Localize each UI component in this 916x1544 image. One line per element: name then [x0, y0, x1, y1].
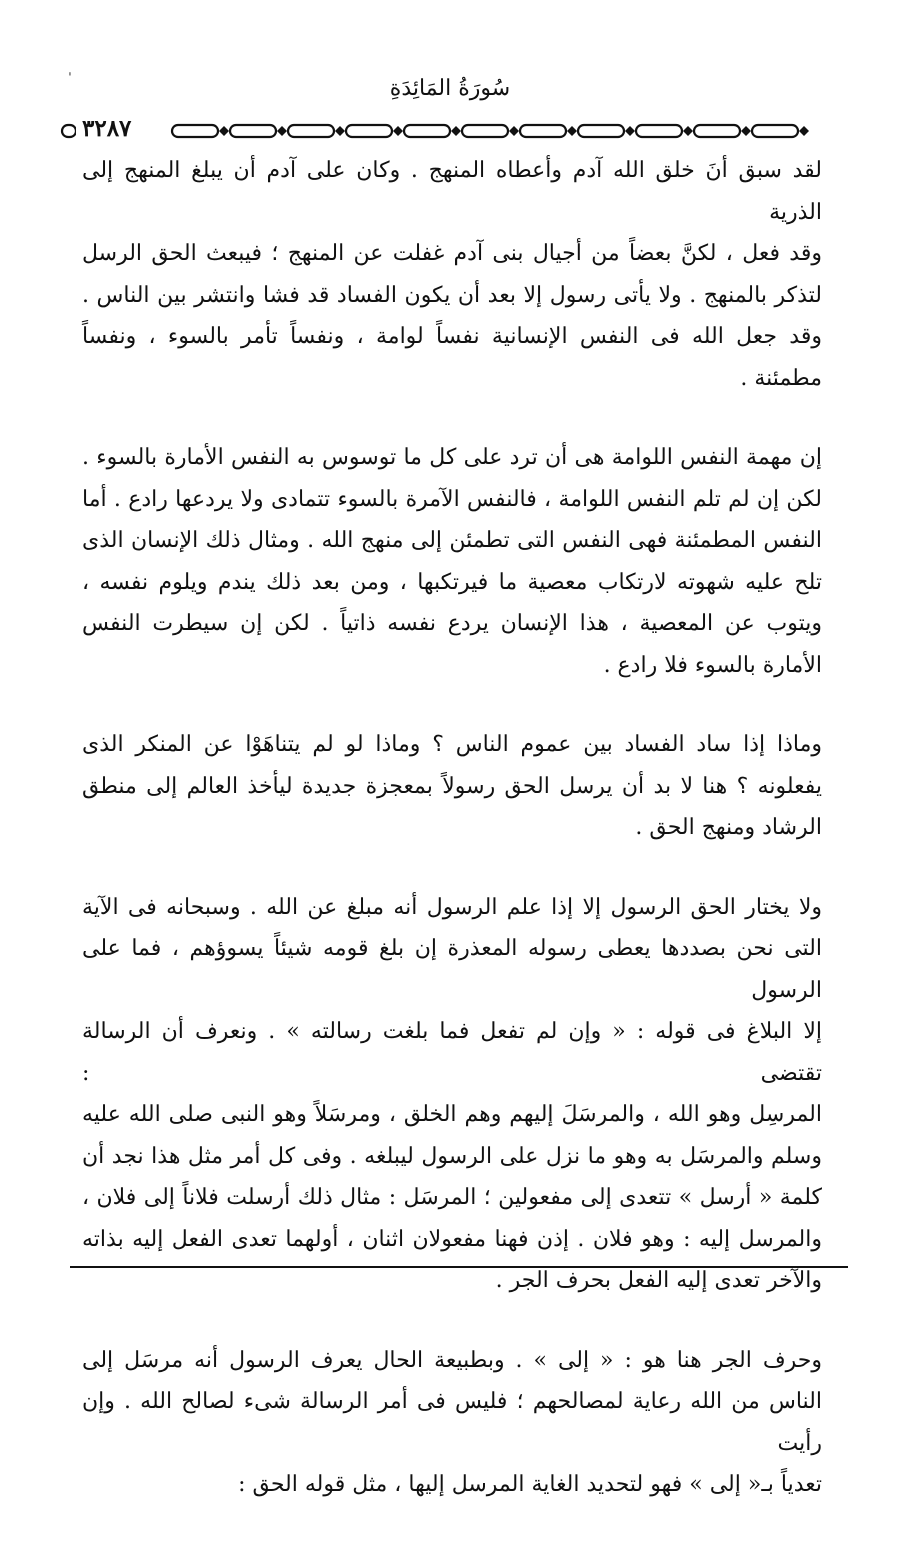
- text-line: إن مهمة النفس اللوامة هى أن ترد على كل ما توسوس به النفس الأمارة بالسوء .: [82, 445, 822, 470]
- text-line: لقد سبق أنَ خلق الله آدم وأعطاه المنهج . وكان على آدم أن يبلغ المنهج إلى الذرية: [82, 158, 822, 225]
- ornament-diamond: [741, 126, 751, 136]
- paragraph-5: [82, 1340, 822, 1506]
- ornament-diamond: [567, 126, 577, 136]
- paragraph-4: [82, 887, 822, 1302]
- paragraph-1: [82, 150, 822, 399]
- text-line: تعدياً بـ« إلى » فهو لتحديد الغاية المرسل إليها ، مثل قوله الحق :: [238, 1472, 822, 1497]
- ornament-link: [636, 125, 682, 137]
- paragraph-2: [82, 437, 822, 686]
- ornament-diamond: [799, 126, 809, 136]
- text-line: لكن إن لم تلم النفس اللوامة ، فالنفس الآمرة بالسوء تتمادى ولا يردعها رادع . أما: [82, 486, 822, 512]
- text-line: كلمة « أرسل » تتعدى إلى مفعولين ؛ المرسَل : مثال ذلك أرسلت فلاناً إلى فلان ،: [82, 1185, 822, 1210]
- text-line: التى نحن بصددها يعطى رسوله المعذرة إن بلغ قومه شيئاً يسوؤهم ، فما على الرسول: [82, 936, 822, 1003]
- text-line: وقد فعل ، لكنَّ بعضاً من أجيال بنى آدم غفلت عن المنهج ؛ فيبعث الحق الرسل: [82, 241, 822, 266]
- ornament-diamond: [277, 126, 287, 136]
- ornament-diamond: [393, 126, 403, 136]
- text-line: النفس المطمئنة فهى النفس التى تطمئن إلى منهج الله . ومثال ذلك الإنسان الذى: [82, 528, 822, 553]
- text-line: الناس من الله رعاية لمصالحهم ؛ فليس فى أمر الرسالة شىء لصالح الله . وإن رأيت: [82, 1389, 822, 1456]
- text-line: ولا يختار الحق الرسول إلا إذا علم الرسول أنه مبلغ عن الله . وسبحانه فى الآية: [82, 894, 822, 920]
- ornament-link: [520, 125, 566, 137]
- ornament-diamond: [335, 126, 345, 136]
- ornament-diamond: [219, 126, 229, 136]
- ornament-link: [752, 125, 798, 137]
- ornament-diamond: [683, 126, 693, 136]
- ornament-link: [172, 125, 218, 137]
- text-line: ويتوب عن المعصية ، هذا الإنسان يردع نفسه ذاتياً . لكن إن سيطرت النفس: [82, 611, 822, 636]
- text-line: وقد جعل الله فى النفس الإنسانية نفساً لوامة ، ونفساً تأمر بالسوء ، ونفساً مطمئنة .: [82, 324, 822, 391]
- text-line: الرشاد ومنهج الحق .: [635, 815, 822, 840]
- text-line: تلح عليه شهوته لارتكاب معصية ما فيرتكبها ، ومن بعد ذلك يندم ويلوم نفسه ،: [82, 569, 822, 595]
- ornament-link: [288, 125, 334, 137]
- bottom-rule: [70, 1266, 848, 1268]
- text-line: وسلم والمرسَل به وهو ما نزل على الرسول ليبلغه . وفى كل أمر مثل هذا نجد أن: [82, 1143, 822, 1169]
- ornament-diamond: [509, 126, 519, 136]
- ornament-diamond: [625, 126, 635, 136]
- text-line: المرسِل وهو الله ، والمرسَلَ إليهم وهم الخلق ، ومرسَلاً وهو النبى صلى الله عليه: [82, 1102, 822, 1127]
- ornament-link: [230, 125, 276, 137]
- text-line: إلا البلاغ فى قوله : « وإن لم تفعل فما بلغت رسالته » . ونعرف أن الرسالة تقتضى :: [82, 1019, 822, 1086]
- ornament-link: [462, 125, 508, 137]
- text-line: يفعلونه ؟ هنا لا بد أن يرسل الحق رسولاً بمعجزة جديدة ليأخذ العالم إلى منطق: [82, 773, 822, 799]
- ornament-border: [60, 118, 840, 144]
- ornament-link: [62, 125, 76, 137]
- scan-mark: ˌ: [68, 62, 72, 78]
- text-line: وحرف الجر هنا هو : « إلى » . وبطبيعة الحال يعرف الرسول أنه مرسَل إلى: [82, 1347, 822, 1373]
- ornament-link: [346, 125, 392, 137]
- ornament-link: [578, 125, 624, 137]
- paragraph-3: [82, 724, 822, 849]
- ornament-diamond: [451, 126, 461, 136]
- surah-title: سُورَةُ المَائِدَةِ: [389, 76, 511, 101]
- text-line: وماذا إذا ساد الفساد بين عموم الناس ؟ وماذا لو لم يتناهَوْا عن المنكر الذى: [82, 732, 822, 757]
- text-line: لتذكر بالمنهج . ولا يأتى رسول إلا بعد أن يكون الفساد قد فشا وانتشر بين الناس .: [82, 282, 822, 308]
- page-content: [82, 150, 822, 1544]
- text-line: والمرسل إليه : وهو فلان . إذن فهنا مفعولان اثنان ، أولهما تعدى الفعل إليه بذاته: [82, 1226, 822, 1252]
- page-header: [60, 70, 840, 150]
- text-line: والآخر تعدى إليه الفعل بحرف الجر .: [495, 1268, 822, 1293]
- ornament-link: [404, 125, 450, 137]
- text-line: الأمارة بالسوء فلا رادع .: [603, 652, 822, 678]
- page-number: ٣٢٨٧: [76, 114, 137, 144]
- ornament-link: [694, 125, 740, 137]
